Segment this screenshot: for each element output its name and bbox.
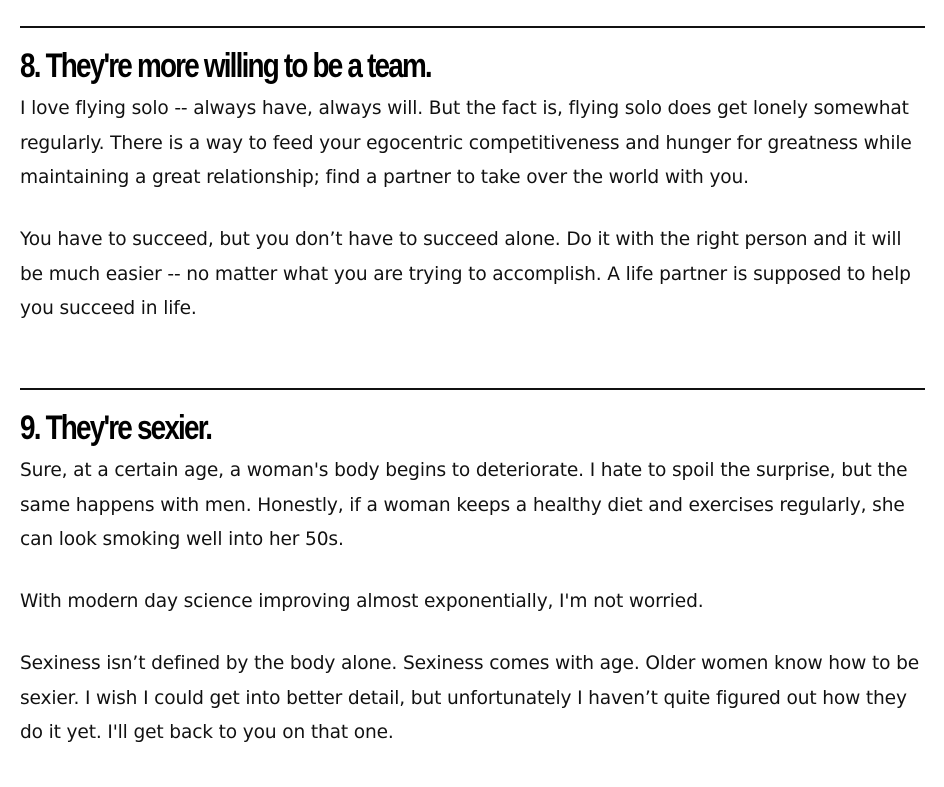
paragraph: You have to succeed, but you don’t have to succeed alone. Do it with the right person and it will be much easier -- no matter what you are trying to accomplish. A life partner is supposed to help you succeed in life. [20,229,911,319]
paragraph: With modern day science improving almost exponentially, I'm not worried. [20,591,704,612]
paragraph: Sexiness isn’t defined by the body alone. Sexiness comes with age. Older women know how to be sexier. I wish I could get into better detail, but unfortunately I haven’t quite figured out how they do it yet. I'll get back to you on that one. [20,653,920,743]
paragraph: Sure, at a certain age, a woman's body begins to deteriorate. I hate to spoil the surprise, but the same happens with men. Honestly, if a woman keeps a healthy diet and exercises regularly, she can look smoking well into her 50s. [20,460,908,550]
section-divider [20,26,925,28]
section-heading: 8. They're more willing to be a team. [20,47,431,85]
section-9 [20,388,925,743]
section-divider [20,388,925,390]
section-8 [20,26,925,319]
section-heading: 9. They're sexier. [20,409,212,447]
paragraph: I love flying solo -- always have, always will. But the fact is, flying solo does get lonely somewhat regularly. There is a way to feed your egocentric competitiveness and hunger for greatness while maintaining a great relationship; find a partner to take over the world with you. [20,98,912,188]
